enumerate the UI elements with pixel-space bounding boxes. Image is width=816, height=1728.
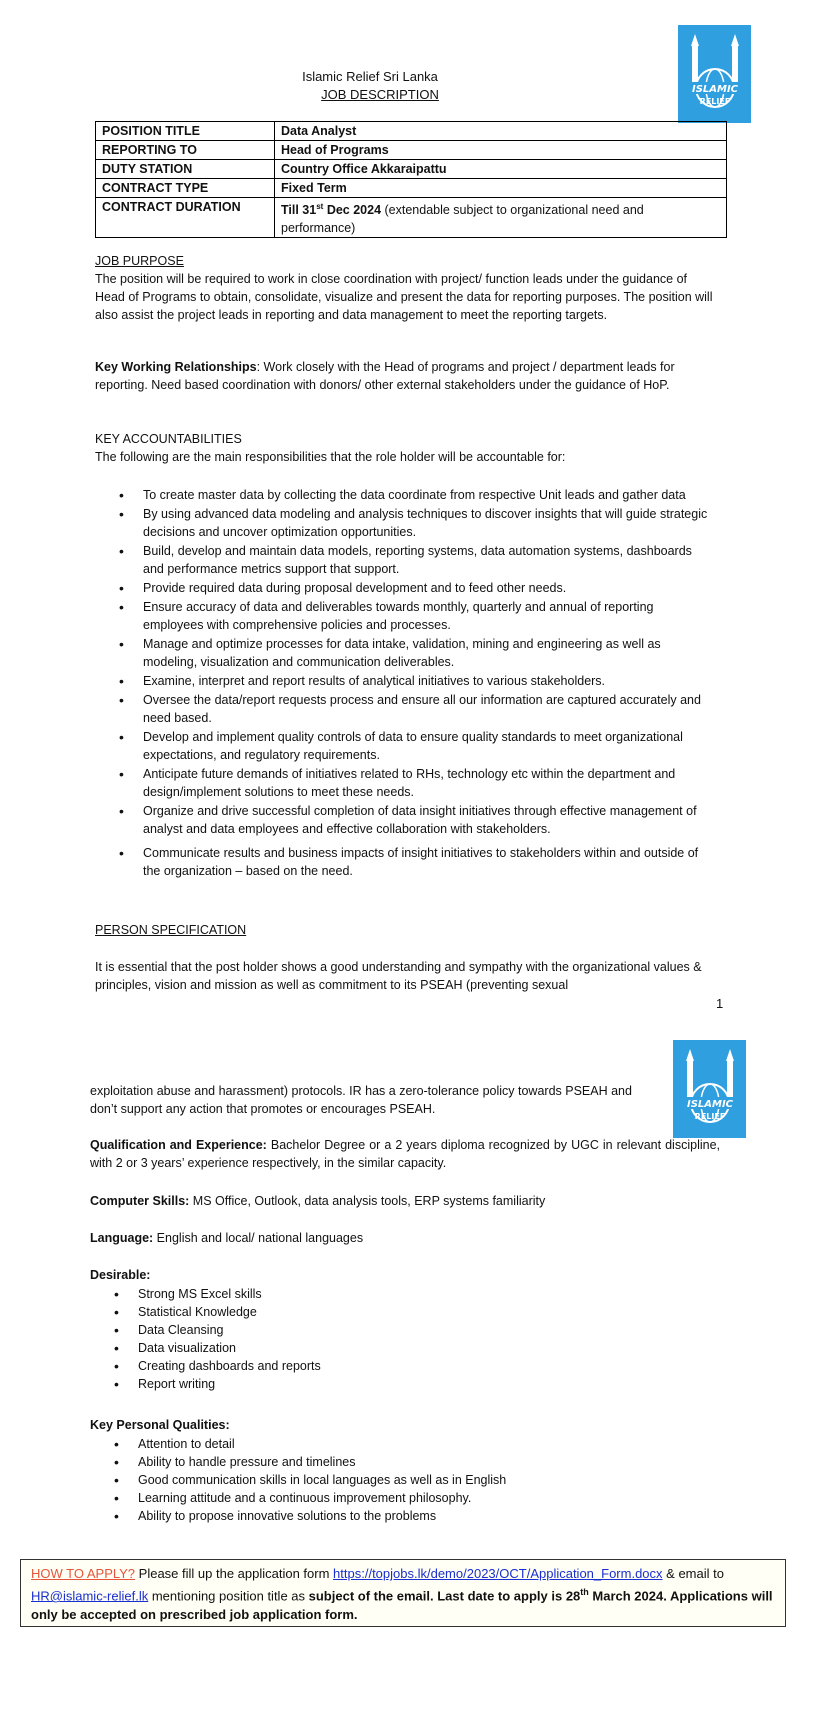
list-item: • Oversee the data/report requests process and ensure all our information are captured accurately and need based. [95, 691, 715, 727]
org-name: Islamic Relief Sri Lanka [302, 69, 438, 84]
duration-rest: (extendable subject to organizational need and performance) [281, 203, 644, 236]
list-item: • Organize and drive successful completion of data insight initiatives through effective management of analyst and data employees and effective collaboration with stakeholders. [95, 802, 715, 838]
svg-text:RELIEF: RELIEF [699, 97, 730, 106]
list-item: • Ability to handle pressure and timelines [90, 1453, 720, 1471]
how-to-apply-box [20, 1559, 786, 1627]
list-item: • Attention to detail [90, 1435, 720, 1453]
language-text: English and local/ national languages [153, 1231, 364, 1245]
table-value: Country Office Akkaraipattu [275, 160, 727, 179]
list-item: • Data Cleansing [90, 1321, 720, 1339]
list-item: • By using advanced data modeling and analysis techniques to discover insights that will guide strategic decisions and uncover optimization opportunities. [95, 505, 715, 541]
list-item: • Examine, interpret and report results of analytical initiatives to various stakeholders. [95, 672, 715, 690]
accountabilities-list [95, 486, 715, 880]
list-item: • Learning attitude and a continuous improvement philosophy. [90, 1489, 720, 1507]
apply-bold-2: . Last date to apply is 28 [430, 1588, 581, 1604]
page-number: 1 [716, 996, 724, 1011]
qual-label: Qualification and Experience: [90, 1138, 267, 1152]
computer-skills-text: MS Office, Outlook, data analysis tools, ERP systems familiarity [189, 1194, 546, 1208]
qualities-list [90, 1435, 720, 1525]
table-label: CONTRACT DURATION [96, 198, 275, 238]
table-value: Fixed Term [275, 179, 727, 198]
duration-bold: Till 31 [281, 203, 317, 218]
list-item: • Data visualization [90, 1339, 720, 1357]
list-item: • Develop and implement quality controls of data to ensure quality standards to meet organizational expectations, and regulatory requirements. [95, 728, 715, 764]
table-value: Head of Programs [275, 141, 727, 160]
key-accountabilities-intro: The following are the main responsibilities that the role holder will be accountable for: [95, 450, 566, 464]
table-row [96, 198, 727, 238]
list-item: • Strong MS Excel skills [90, 1285, 720, 1303]
table-label: CONTRACT TYPE [96, 179, 275, 198]
table-row [96, 160, 727, 179]
table-row [96, 122, 727, 141]
list-item: • Anticipate future demands of initiatives related to RHs, technology etc within the department and design/implement solutions to meet these needs. [95, 765, 715, 801]
application-form-link[interactable]: https://topjobs.lk/demo/2023/OCT/Application_Form.docx [333, 1566, 663, 1581]
job-purpose-text: The position will be required to work in close coordination with project/ function leads under the guidance of Head of Programs to obtain, consolidate, visualize and present the data for reporting purposes. The position will also assist the project leads in reporting and data management to meet the reporting targets. [95, 272, 713, 322]
qualification-experience [90, 1136, 720, 1172]
svg-text:ISLAMIC: ISLAMIC [691, 84, 738, 95]
kwr-label: Key Working Relationships [95, 360, 257, 374]
key-personal-qualities-title: Key Personal Qualities: [90, 1418, 230, 1432]
how-to-apply-label: HOW TO APPLY? [31, 1566, 136, 1581]
table-label: REPORTING TO [96, 141, 275, 160]
person-specification-continued: exploitation abuse and harassment) protocols. IR has a zero-tolerance policy towards PSEAH and don’t support any action that promotes or encourages PSEAH. [90, 1084, 632, 1116]
svg-text:RELIEF: RELIEF [694, 1112, 725, 1121]
apply-bold-3: March 2024. Applications will only be accepted on prescribed job application form. [31, 1588, 773, 1623]
person-specification-text: It is essential that the post holder shows a good understanding and sympathy with the organizational values & principles, vision and mission as well as commitment to its PSEAH (preventing sexual [95, 960, 702, 992]
svg-text:ISLAMIC: ISLAMIC [686, 1099, 733, 1110]
islamic-relief-logo [673, 1040, 746, 1138]
list-item: • Build, develop and maintain data models, reporting systems, data automation systems, dashboards and performance metrics support that support. [95, 542, 715, 578]
table-label: POSITION TITLE [96, 122, 275, 141]
list-item: • Ability to propose innovative solutions to the problems [90, 1507, 720, 1525]
email-link[interactable]: HR@islamic-relief.lk [31, 1588, 149, 1604]
key-working-relationships [95, 358, 720, 394]
table-row [96, 179, 727, 198]
qual-text: Bachelor Degree or a 2 years diploma recognized by UGC in relevant discipline, with 2 or 3 years’ experience respectively, in the similar capacity. [90, 1138, 720, 1170]
list-item: • To create master data by collecting the data coordinate from respective Unit leads and gather data [95, 486, 715, 504]
list-item: • Provide required data during proposal development and to feed other needs. [95, 579, 715, 597]
list-item: • Communicate results and business impacts of insight initiatives to stakeholders within and outside of the organization – based on the need. [95, 844, 715, 880]
list-item: • Creating dashboards and reports [90, 1357, 720, 1375]
list-item: • Ensure accuracy of data and deliverables towards monthly, quarterly and annual of reporting employees with comprehensive policies and processes. [95, 598, 715, 634]
duration-sup: st [316, 202, 324, 211]
table-row [96, 141, 727, 160]
apply-sup: th [580, 1587, 589, 1597]
list-item: • Report writing [90, 1375, 720, 1393]
key-accountabilities-title: KEY ACCOUNTABILITIES [95, 432, 242, 446]
doc-title: JOB DESCRIPTION [321, 87, 439, 102]
desirable-list [90, 1285, 720, 1393]
islamic-relief-logo [678, 25, 751, 123]
person-specification-title: PERSON SPECIFICATION [95, 923, 247, 937]
kwr-text: : Work closely with the Head of programs and project / department leads for reporting. Need based coordination with donors/ other external stakeholders under the guidance of HoP. [95, 360, 675, 392]
apply-text-1: Please fill up the application form [135, 1566, 334, 1581]
language-label: Language: [90, 1231, 154, 1245]
list-item: • Manage and optimize processes for data intake, validation, mining and engineering as well as modeling, visualization and communication deliverables. [95, 635, 715, 671]
job-purpose-title: JOB PURPOSE [95, 254, 184, 268]
computer-skills-label: Computer Skills: [90, 1194, 190, 1208]
table-label: DUTY STATION [96, 160, 275, 179]
apply-text-2: & email to [662, 1566, 724, 1581]
apply-text-3: mentioning position title as [148, 1588, 309, 1604]
position-table [95, 121, 727, 238]
desirable-title: Desirable: [90, 1268, 151, 1282]
table-value [275, 198, 727, 238]
duration-bold-post: Dec 2024 [323, 203, 382, 218]
list-item: • Statistical Knowledge [90, 1303, 720, 1321]
list-item: • Good communication skills in local languages as well as in English [90, 1471, 720, 1489]
apply-bold-1: subject of the email [308, 1588, 431, 1604]
table-value: Data Analyst [275, 122, 727, 141]
